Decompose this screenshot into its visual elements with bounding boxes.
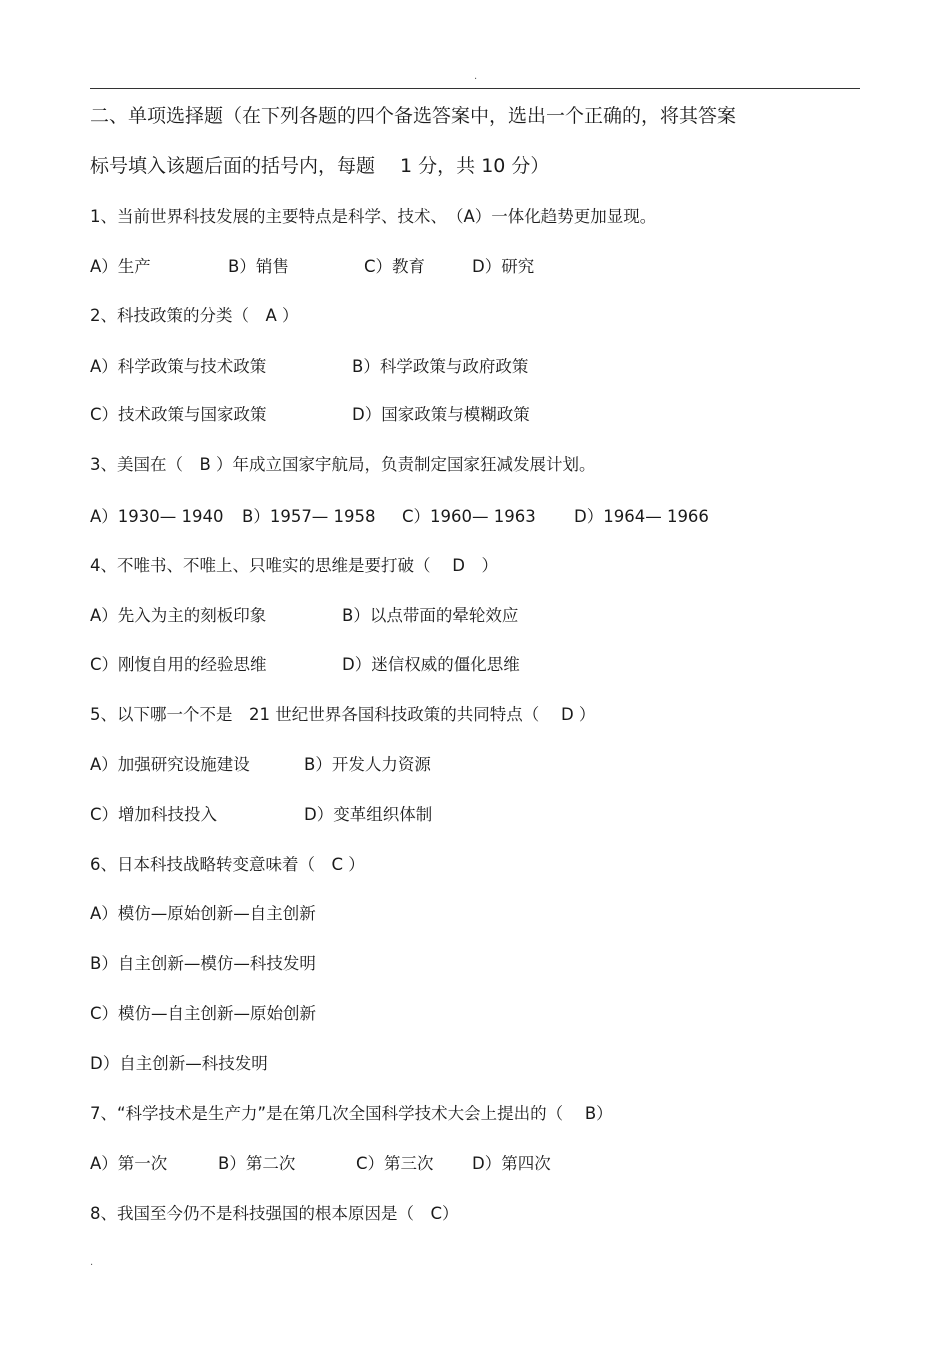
question-7-option-a: A）第一次 [90,1154,168,1173]
question-2-option-d: D）国家政策与模糊政策 [352,405,530,424]
question-1-option-b: B）销售 [228,257,289,276]
question-8-stem: 8、我国至今仍不是科技强国的根本原因是（ C） [90,1204,459,1223]
question-1-option-c: C）教育 [364,257,426,276]
question-7-option-d: D）第四次 [472,1154,551,1173]
question-6-stem: 6、日本科技战略转变意味着（ C ） [90,855,365,874]
question-1-option-d: D）研究 [472,257,535,276]
question-7-stem: 7、“科学技术是生产力”是在第几次全国科学技术大会上提出的（ B） [90,1104,613,1123]
section-title-line2: 标号填入该题后面的括号内，每题 1 分，共 10 分） [90,155,550,177]
section-title-line1: 二、单项选择题（在下列各题的四个备选答案中，选出一个正确的，将其答案 [90,105,737,127]
question-4-option-a: A）先入为主的刻板印象 [90,606,267,625]
question-6-option-d: D）自主创新—科技发明 [90,1054,268,1073]
header-rule [90,88,860,89]
question-3-stem: 3、美国在（ B ）年成立国家宇航局，负责制定国家狂减发展计划。 [90,455,596,474]
question-5-stem: 5、以下哪一个不是 21 世纪世界各国科技政策的共同特点（ D ） [90,705,596,724]
question-3-option-a: A）1930— 1940 [90,507,224,526]
footer-dot: . [90,1257,94,1268]
question-1-stem: 1、当前世界科技发展的主要特点是科学、技术、 （A）一体化趋势更加显现。 [90,207,657,226]
question-2-option-a: A）科学政策与技术政策 [90,357,267,376]
header-dot: . [474,71,478,82]
question-2-option-c: C）技术政策与国家政策 [90,405,267,424]
question-5-option-d: D）变革组织体制 [304,805,433,824]
question-5-option-c: C）增加科技投入 [90,805,218,824]
question-4-option-b: B）以点带面的晕轮效应 [342,606,519,625]
question-2-stem: 2、科技政策的分类（ A ） [90,306,299,325]
question-3-option-b: B）1957— 1958 [242,507,376,526]
question-4-stem: 4、不唯书、不唯上、只唯实的思维是要打破（ D ） [90,556,498,575]
question-5-option-a: A）加强研究设施建设 [90,755,250,774]
question-6-option-a: A）模仿—原始创新—自主创新 [90,904,316,923]
question-3-option-d: D）1964— 1966 [574,507,709,526]
question-7-option-c: C）第三次 [356,1154,434,1173]
question-2-option-b: B）科学政策与政府政策 [352,357,529,376]
question-1-option-a: A）生产 [90,257,151,276]
question-7-option-b: B）第二次 [218,1154,296,1173]
question-6-option-b: B）自主创新—模仿—科技发明 [90,954,316,973]
question-5-option-b: B）开发人力资源 [304,755,431,774]
question-6-option-c: C）模仿—自主创新—原始创新 [90,1004,317,1023]
question-4-option-d: D）迷信权威的僵化思维 [342,655,520,674]
question-3-option-c: C）1960— 1963 [402,507,536,526]
question-4-option-c: C）刚愎自用的经验思维 [90,655,267,674]
